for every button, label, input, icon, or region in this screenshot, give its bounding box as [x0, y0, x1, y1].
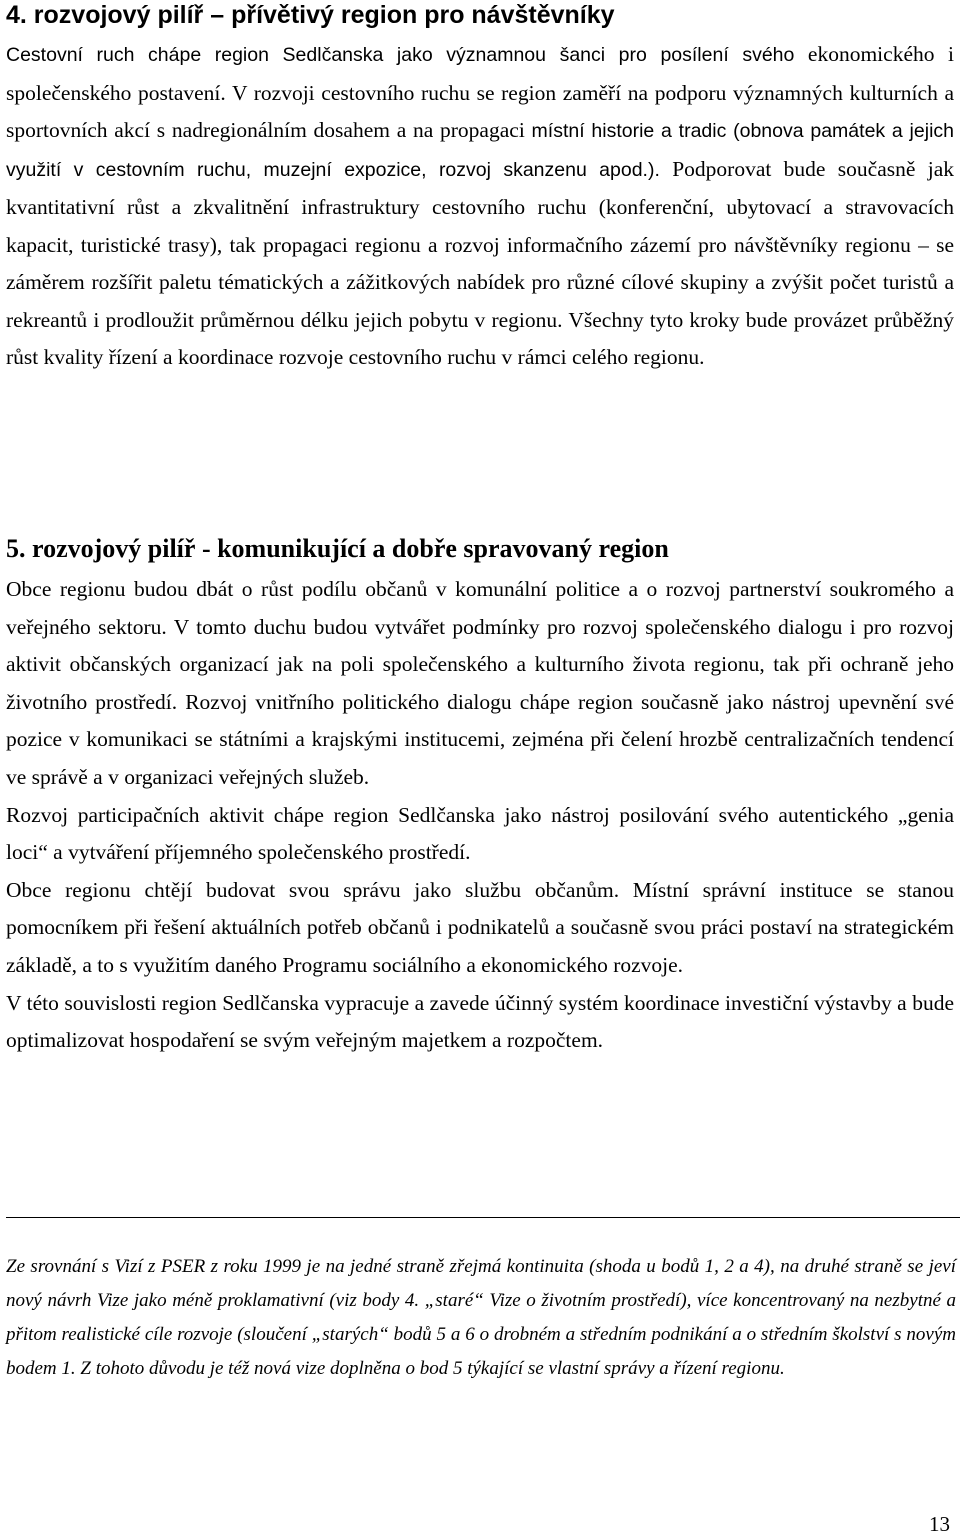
- section-5-paragraph: Rozvoj participačních aktivit chápe region Sedlčanska jako nástroj posilování svého autentického „genia loci“ a vytváření příjemného společenského prostředí.: [6, 802, 954, 865]
- section-4-text-part3: Podporovat bude současně jak kvantitativní růst a zkvalitnění infrastruktury cestovního ruchu (konferenční, ubytovací a stravovacích kapacit, turistické trasy), tak propagaci regionu a rozvoj informačního zázemí pro návštěvníky regionu – se záměrem rozšířit paletu tématických a zážitkových nabídek pro různé cílové skupiny a zvýšit počet turistů a rekreantů i prodloužit průměrnou délku jejich pobytu v regionu. Všechny tyto kroky bude provázet průběžný růst kvality řízení a koordinace rozvoje cestovního ruchu v rámci celého regionu.: [6, 156, 954, 369]
- section-4-text-part2: místní historie a tradic (obnova památek a jejich využití v cestovním ruchu, muzejní expozice, rozvoj skanzenu apod.).: [6, 120, 954, 181]
- page-number: 13: [929, 1512, 950, 1536]
- footnote-divider: [6, 1217, 960, 1218]
- section-5-paragraph: Obce regionu chtějí budovat svou správu jako službu občanům. Místní správní instituce se stanou pomocníkem při řešení aktuálních potřeb občanů i podnikatelů a současně svou práci postaví na strategickém základě, a to s využitím daného Programu sociálního a ekonomického rozvoje.: [6, 877, 954, 977]
- section-5-paragraph: Obce regionu budou dbát o růst podílu občanů v komunální politice a o rozvoj partnerství soukromého a veřejného sektoru. V tomto duchu budou vytvářet podmínky pro rozvoj společenského dialogu i pro rozvoj aktivit občanských organizací jak na poli společenského a kulturního života regionu, tak při ochraně jeho životního prostředí. Rozvoj vnitřního politického dialogu chápe region současně jako nástroj upevnění své pozice v komunikaci se státními a krajskými institucemi, zejména při čelení hrozbě centralizačních tendencí ve správě a v organizaci veřejných služeb.: [6, 577, 954, 789]
- section-4-text-part1: ekonomického i společenského postavení. V rozvoji cestovního ruchu se region zaměří na podporu významných kulturních a sportovních akcí s nadregionálním dosahem a na propagaci: [6, 42, 954, 142]
- comparison-note: Ze srovnání s Vizí z PSER z roku 1999 je na jedné straně zřejmá kontinuita (shoda u bodů 1, 2 a 4), na druhé straně se jeví nový návrh Vize jako méně proklamativní (viz body 4. „staré“ Vize o životním prostředí), více koncentrovaný na nezbytné a přitom realistické cíle rozvoje (sloučení „starých“ bodů 5 a 6 o drobném a středním podnikání a o středním školství s novým bodem 1. Z tohoto důvodu je též nová vize doplněna o bod 5 týkající se vlastní správy a řízení regionu.: [6, 1256, 956, 1379]
- section-4-intro-line: Cestovní ruch chápe region Sedlčanska jako významnou šanci pro posílení svého: [6, 44, 795, 66]
- section-5-heading: 5. rozvojový pilíř - komunikující a dobře spravovaný region: [6, 534, 669, 563]
- section-5-paragraph: V této souvislosti region Sedlčanska vypracuje a zavede účinný systém koordinace investiční výstavby a bude optimalizovat hospodaření se svým veřejným majetkem a rozpočtem.: [6, 990, 954, 1053]
- section-5-body: [6, 571, 954, 1060]
- section-4-body: [6, 36, 954, 377]
- section-4-heading: 4. rozvojový pilíř – přívětivý region pro návštěvníky: [6, 1, 615, 29]
- section-4-paragraph: [6, 36, 954, 377]
